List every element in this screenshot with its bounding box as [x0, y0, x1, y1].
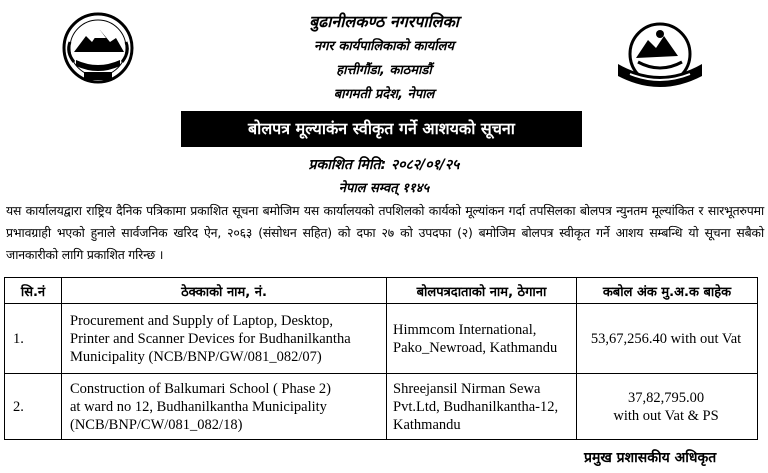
- row-amount: [577, 304, 758, 374]
- row-amount: [577, 374, 758, 440]
- contract-line: Construction of Balkumari School ( Phase 2): [70, 380, 331, 397]
- bid-table: [4, 277, 758, 440]
- signature-title: प्रमुख प्रशासकीय अधिकृत: [584, 450, 717, 466]
- header-serial: सि.नं: [5, 278, 62, 304]
- amount-line: with out Vat & PS: [613, 407, 719, 424]
- notice-title-banner: बोलपत्र मूल्याकंन स्वीकृत गर्ने आशयको सूचना: [181, 111, 582, 147]
- row-contract: [62, 304, 387, 374]
- table-row: [5, 304, 758, 374]
- amount-line: 53,67,256.40 with out Vat: [590, 330, 742, 347]
- nepal-samvat-date: नेपाल सम्वत् ११४५: [338, 181, 430, 196]
- amount-line: 37,82,795.00: [627, 389, 705, 406]
- municipality-name: बुढानीलकण्ठ नगरपालिका: [309, 12, 459, 31]
- contract-line: Procurement and Supply of Laptop, Desktop,: [70, 312, 333, 329]
- header-bidder: बोलपत्रदाताको नाम, ठेगाना: [387, 278, 577, 304]
- office-name: नगर कार्यपालिकाको कार्यालय: [313, 39, 455, 54]
- office-location: हात्तीगौंडा, काठमाडौं: [336, 63, 432, 78]
- bidder-line: Himmcom International,: [393, 321, 537, 338]
- bidder-line: Shreejansil Nirman Sewa: [393, 380, 541, 397]
- row-serial: 2.: [5, 374, 62, 440]
- row-bidder: [387, 374, 577, 440]
- notice-paragraph: यस कार्यालयद्वारा राष्ट्रिय दैनिक पत्रिकामा प्रकाशित सूचना बमोजिम यस कार्यालयको तपशिलको कार्यको मूल्यांकन गर्दा तपसिलका बोलपत्र न्युनतम मूल्यांकित र सारभूतरुपमा प्रभावग्राही भएको हुनाले सार्वजनिक खरिद ऐन, २०६३ (संसोधन सहित) को दफा २७ को उपदफा (२) बमोजिम बोलपत्र स्वीकृत गर्ने आशय सम्बन्धि यो सूचना सबैको जानकारीको लागि प्रकाशित गरिन्छ ।: [6, 203, 764, 262]
- row-contract: [62, 374, 387, 440]
- header-contract: ठेक्काको नाम, नं.: [62, 278, 387, 304]
- table-header-row: [5, 278, 758, 304]
- province-name: बागमती प्रदेश, नेपाल: [333, 87, 435, 102]
- header-amount: कबोल अंक मु.अ.क बाहेक: [577, 278, 758, 304]
- published-date: प्रकाशित मिति: २०८२/०१/२५: [308, 157, 460, 173]
- row-serial: 1.: [5, 304, 62, 374]
- contract-line: at ward no 12, Budhanilkantha Municipality: [70, 398, 327, 415]
- bidder-line: Kathmandu: [393, 416, 461, 433]
- contract-line: Printer and Scanner Devices for Budhanilkantha: [70, 330, 351, 347]
- bidder-line: Pvt.Ltd, Budhanilkantha-12,: [393, 398, 559, 415]
- bidder-line: Pako_Newroad, Kathmandu: [393, 339, 558, 356]
- contract-line: (NCB/BNP/CW/081_082/18): [70, 416, 243, 433]
- table-row: [5, 374, 758, 440]
- row-bidder: [387, 304, 577, 374]
- contract-line: Municipality (NCB/BNP/GW/081_082/07): [70, 348, 322, 365]
